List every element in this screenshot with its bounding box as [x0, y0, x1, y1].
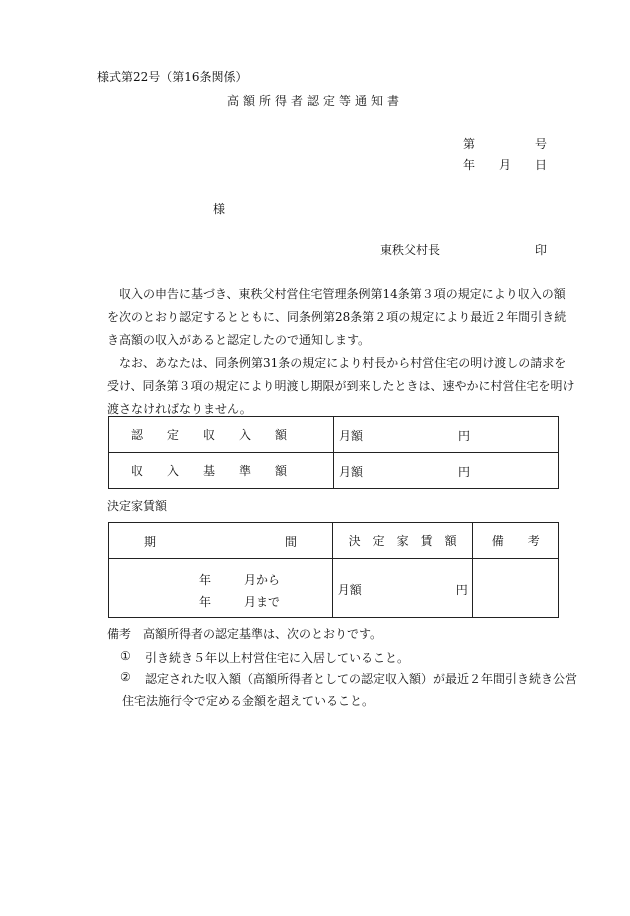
addressee-honorific: 様: [213, 202, 226, 216]
rent-section-label: 決定家賃額: [107, 499, 168, 513]
date-year: 年: [463, 158, 476, 172]
body-paragraph-1: 収入の申告に基づき、東秩父村営住宅管理条例第14条第３項の規定により収入の額を次のとおり認定するとともに、同条例第28条第２項の規定により最近２年間引き続き高額の収入があると認定したので通知します。: [107, 287, 567, 347]
remarks-cell: [473, 559, 559, 618]
value-unit: 円: [458, 429, 471, 443]
table-row: [109, 453, 559, 489]
period-from-year: 年: [199, 573, 212, 587]
issuer-name: 東秩父村長: [380, 243, 441, 257]
income-row-label: 認定収入額: [109, 417, 334, 453]
notes-item-2-line-2: 住宅法施行令で定める金額を超えていること。: [122, 694, 375, 708]
body-paragraph-2: なお、あなたは、同条例第31条の規定により村長から村営住宅の明け渡しの請求を受け、同条第３項の規定により明渡し期限が到来したときは、速やかに村営住宅を明け渡さなければなりません。: [107, 356, 575, 416]
form-number: 様式第22号（第16条関係）: [97, 70, 248, 84]
period-header-end: 間: [285, 535, 298, 549]
rent-header: 決 定 家 賃 額: [332, 523, 473, 559]
table-row: [109, 523, 559, 559]
period-cell: [109, 559, 333, 618]
rent-cell: [332, 559, 473, 618]
value-prefix: 月額: [339, 429, 364, 443]
income-row-value: [334, 453, 559, 489]
value-prefix: 月額: [339, 465, 364, 479]
period-to-year: 年: [199, 595, 212, 609]
income-table: [108, 416, 559, 489]
table-row: [109, 417, 559, 453]
rent-prefix: 月額: [337, 583, 362, 597]
period-from-month: 月から: [244, 573, 281, 587]
remarks-header: 備 考: [473, 523, 559, 559]
period-to-month: 月まで: [244, 595, 281, 609]
table-row: [109, 559, 559, 618]
document-title: 高額所得者認定等通知書: [226, 94, 403, 108]
income-row-value: [334, 417, 559, 453]
date-day: 日: [535, 158, 548, 172]
notes-item-1: 引き続き５年以上村営住宅に入居していること。: [145, 651, 410, 665]
number-suffix: 号: [535, 137, 548, 151]
notes-title: 備考 高額所得者の認定基準は、次のとおりです。: [107, 627, 383, 641]
number-prefix: 第: [463, 137, 476, 151]
rent-table: [108, 522, 559, 618]
rent-unit: 円: [455, 583, 468, 597]
notes-item-2-line-1: 認定された収入額（高額所得者としての認定収入額）が最近２年間引き続き公営: [145, 672, 578, 686]
income-row-label: 収入基準額: [109, 453, 334, 489]
period-header: [109, 523, 333, 559]
period-header-start: 期: [144, 535, 157, 549]
notes-item-2-number: ②: [120, 670, 131, 684]
seal-mark: 印: [535, 243, 548, 257]
value-unit: 円: [458, 465, 471, 479]
notes-item-1-number: ①: [120, 649, 131, 663]
date-month: 月: [499, 158, 512, 172]
